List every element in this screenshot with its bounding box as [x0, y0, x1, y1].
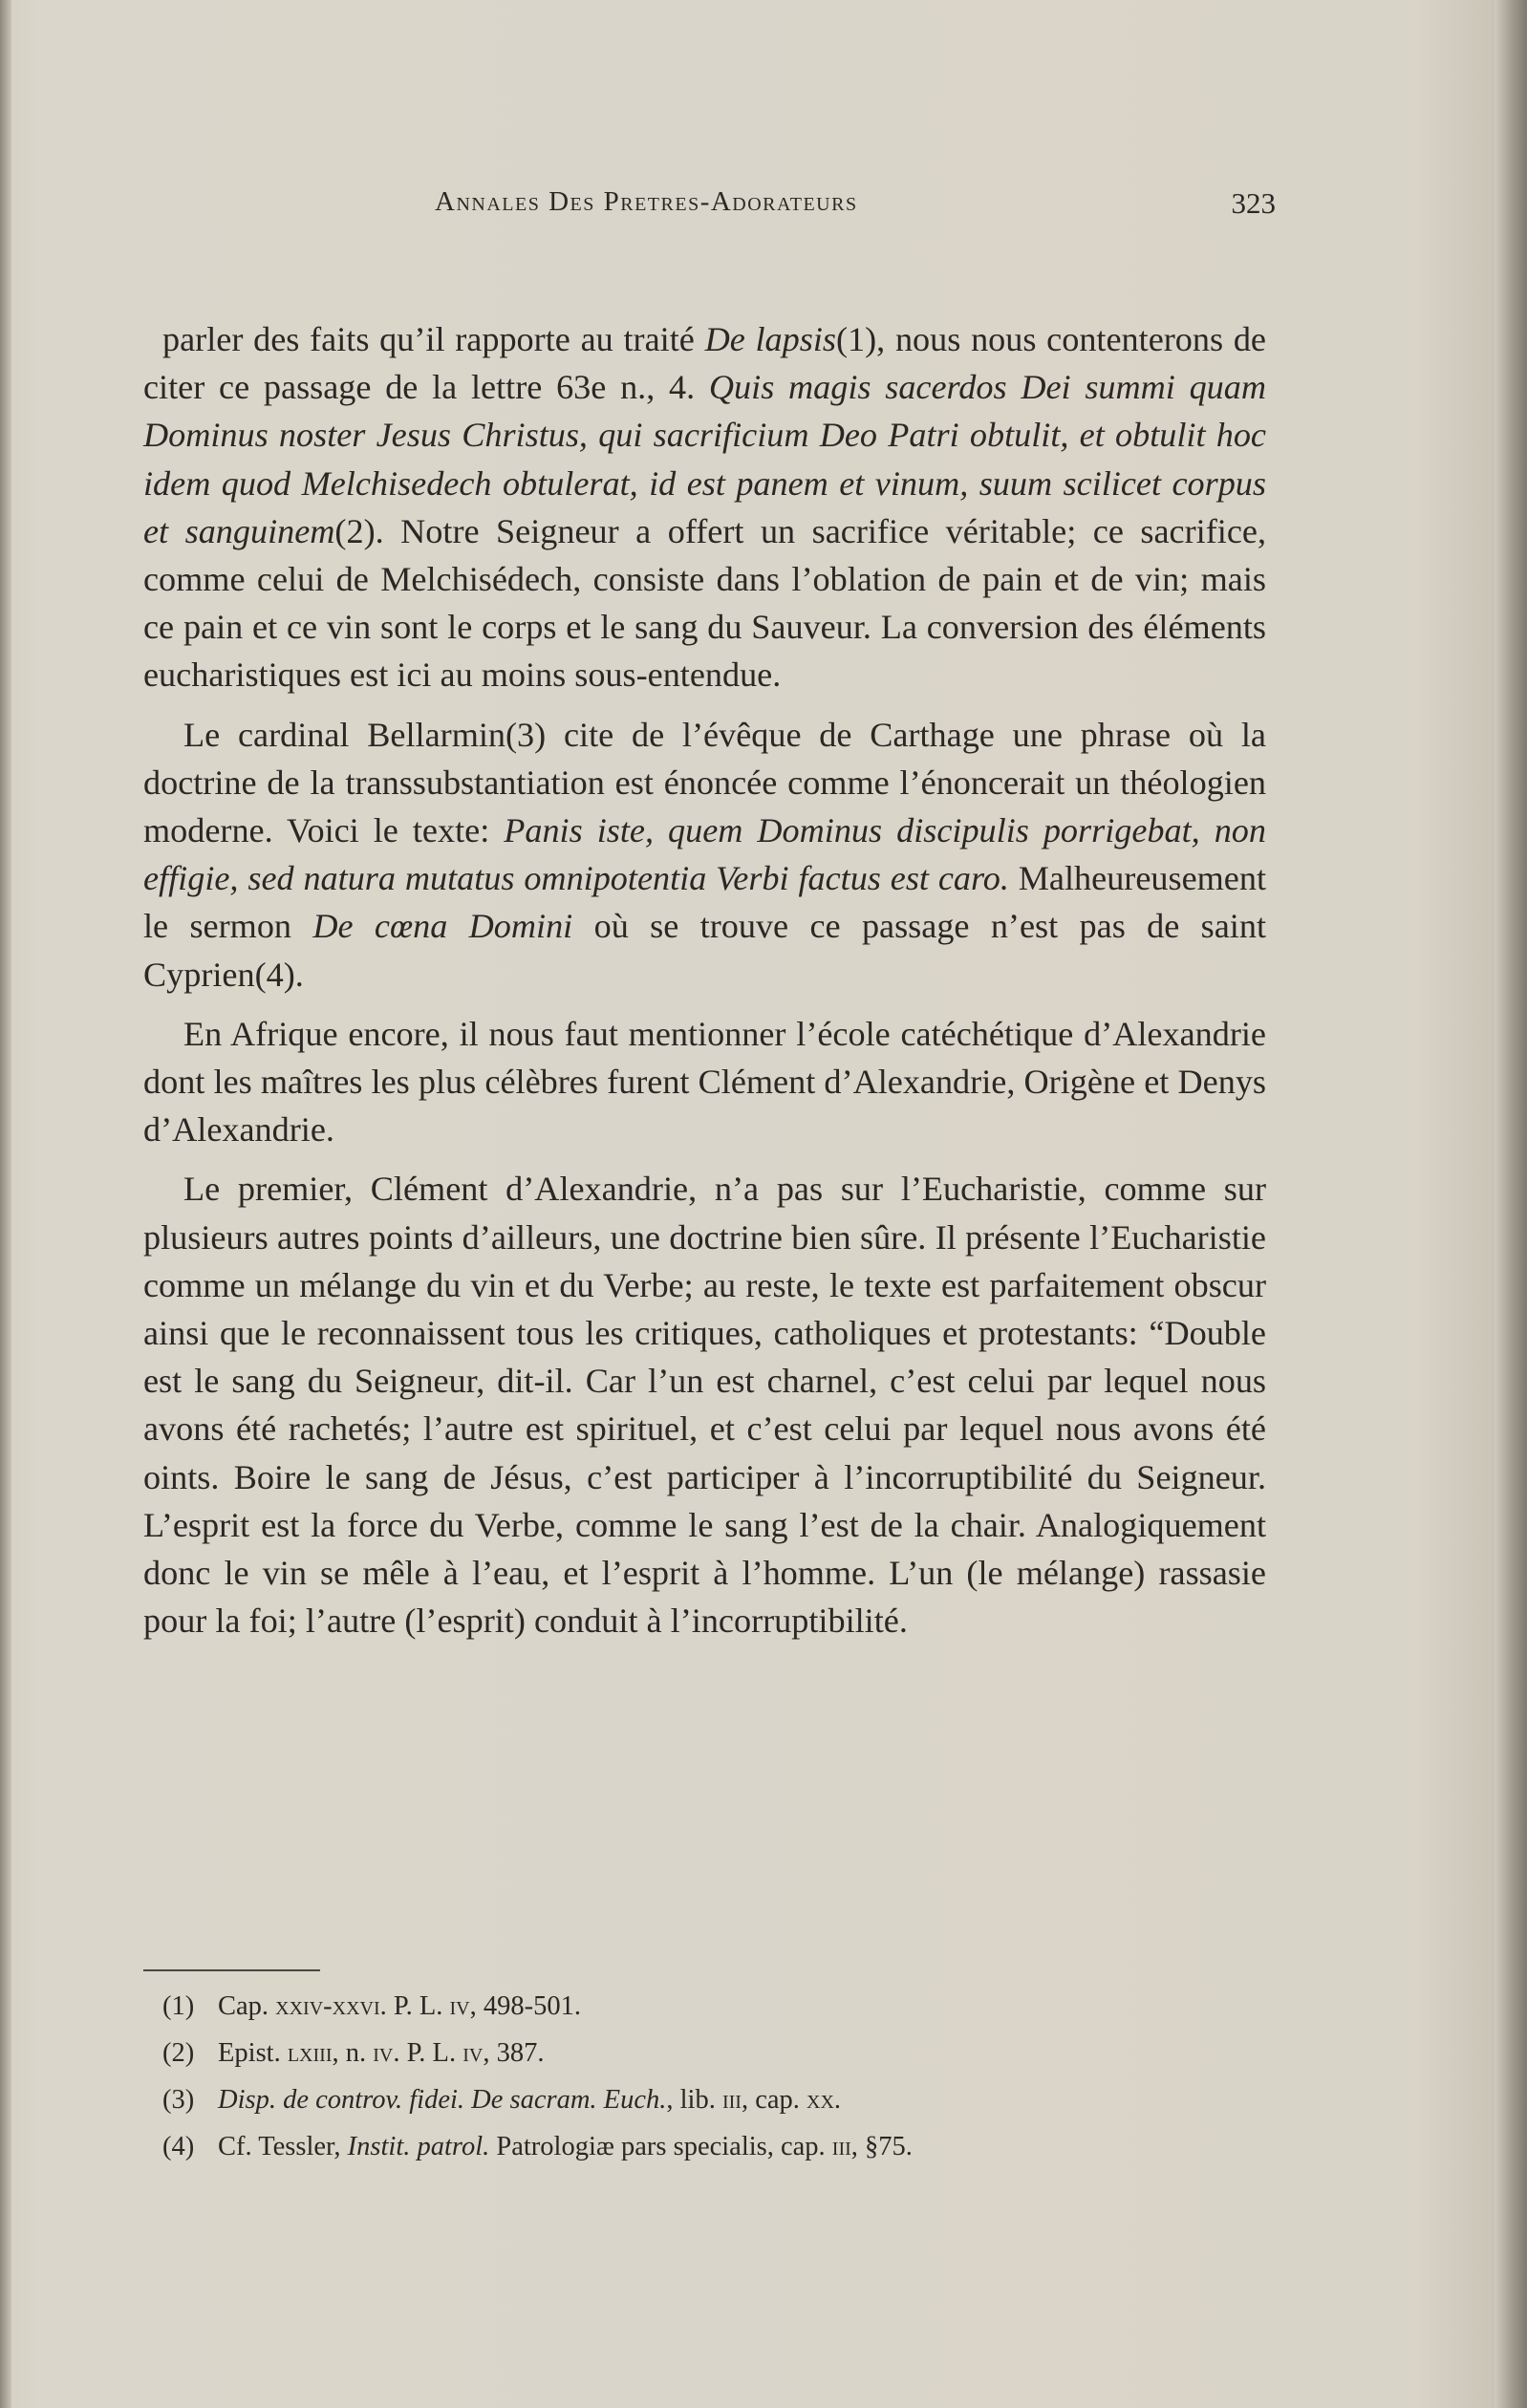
- text-run: Le cardinal Bellarmin(3) cite de l’évêque de Carthage une phrase où la doctrine de la transsubstantiation est énoncée comme l’énoncerait un théologien moderne. Voici le texte:: [143, 715, 1266, 850]
- footnote-text: xx: [807, 2085, 834, 2115]
- paragraph-3: En Afrique encore, il nous faut mentionner l’école catéchétique d’Alexandrie dont les maîtres les plus célèbres furent Clément d’Alexandrie, Origène et Denys d’Alexandrie.: [143, 1014, 1266, 1150]
- text-run: (1), nous nous contenterons de citer ce passage de la lettre 63e n., 4.: [143, 320, 1266, 407]
- footnote-1: [162, 1983, 1261, 2030]
- footnote-text: Epist.: [218, 2038, 288, 2068]
- footnote-text: lxiii: [287, 2038, 333, 2068]
- footnote-text: . P. L.: [393, 2038, 463, 2068]
- footnote-text: , 387.: [483, 2038, 545, 2068]
- paragraph-1: [143, 315, 1266, 699]
- text-run: (2). Notre Seigneur a offert un sacrifice véritable; ce sacrifice, comme celui de Melchisédech, consiste dans l’oblation de pain et de vin; mais ce pain et ce vin sont le corps et le sang du Sauveur. La conversion des éléments eucharistiques est ici au moins sous-entendue.: [143, 511, 1266, 695]
- italic-title: De cœna Domini: [312, 907, 573, 946]
- footnote-text: , n.: [332, 2038, 374, 2068]
- page-left-edge: [0, 0, 11, 2408]
- footnote-number: (1): [162, 1991, 195, 2021]
- text-run: où se trouve ce passage n’est pas de saint Cyprien(4).: [143, 907, 1266, 994]
- footnote-text: .: [833, 2085, 842, 2115]
- footnote-4: [162, 2123, 1261, 2170]
- paragraph-4: Le premier, Clément d’Alexandrie, n’a pas sur l’Eucharistie, comme sur plusieurs autres points d’ailleurs, une doctrine bien sûre. Il présente l’Eucharistie comme un mélange du vin et du Verbe; au reste, le texte est parfaitement obscur ainsi que le reconnaissent tous les critiques, catholiques et protestants: “Double est le sang du Seigneur, dit-il. Car l’un est charnel, c’est celui par lequel nous avons été rachetés; l’autre est spirituel, et c’est celui par lequel nous avons été oints. Boire le sang de Jésus, c’est participer à l’incorruptibilité du Seigneur. L’esprit est la force du Verbe, comme le sang l’est de la chair. Analogiquement donc le vin se mêle à l’eau, et l’esprit à l’homme. L’un (le mélange) rassasie pour la foi; l’autre (l’esprit) conduit à l’incorruptibilité.: [143, 1170, 1266, 1641]
- footnote-text: , lib.: [666, 2085, 722, 2115]
- footnote-text: Disp. de controv. fidei. De sacram. Euch.: [218, 2085, 667, 2115]
- footnote-number: (3): [162, 2085, 195, 2115]
- footnote-text: , §75.: [850, 2132, 913, 2161]
- footnote-text: Patrologiæ pars specialis, cap.: [489, 2132, 832, 2161]
- footnote-separator: [143, 1969, 320, 1971]
- text-run: Malheureusement le sermon: [143, 859, 1266, 946]
- paragraph-2: [143, 711, 1266, 999]
- footnote-text: iii: [831, 2132, 851, 2161]
- footnote-text: iv: [373, 2038, 394, 2068]
- latin-quote: Quis magis sacerdos Dei summi quam Dominus noster Jesus Christus, qui sacrificium Deo Patri obtulit, et obtulit hoc idem quod Melchisedech obtulerat, id est panem et vinum, suum scilicet corpus et sanguinem: [143, 368, 1266, 550]
- footnote-text: iii: [721, 2085, 742, 2115]
- footnote-text: , cap.: [741, 2085, 807, 2115]
- running-title: Annales Des Pretres-Adorateurs: [435, 186, 858, 217]
- main-text: [143, 315, 1266, 1656]
- footnote-number: (2): [162, 2038, 195, 2068]
- page-header: [435, 186, 1276, 225]
- page-right-edge: [1495, 0, 1527, 2408]
- footnote-2: [162, 2030, 1261, 2076]
- footnote-text: iv: [462, 2038, 484, 2068]
- footnote-number: (4): [162, 2132, 195, 2161]
- footnote-3: [162, 2076, 1261, 2123]
- page-number: 323: [1231, 186, 1276, 220]
- footnote-text: xxiv-xxvi.: [275, 1991, 387, 2021]
- footnote-text: iv: [449, 1991, 470, 2021]
- footnote-text: , 498-501.: [469, 1991, 581, 2021]
- footnotes: [162, 1983, 1261, 2170]
- text-run: parler des faits qu’il rapporte au traité: [162, 320, 705, 358]
- footnote-text: Instit. patrol.: [347, 2132, 490, 2161]
- italic-title: De lapsis: [704, 320, 836, 358]
- latin-quote: Panis iste, quem Dominus discipulis porrigebat, non effigie, sed natura mutatus omnipotentia Verbi factus est caro.: [143, 811, 1266, 898]
- footnote-text: Cap.: [218, 1991, 276, 2021]
- footnote-text: P. L.: [386, 1991, 450, 2021]
- footnote-text: Cf. Tessler,: [218, 2132, 348, 2161]
